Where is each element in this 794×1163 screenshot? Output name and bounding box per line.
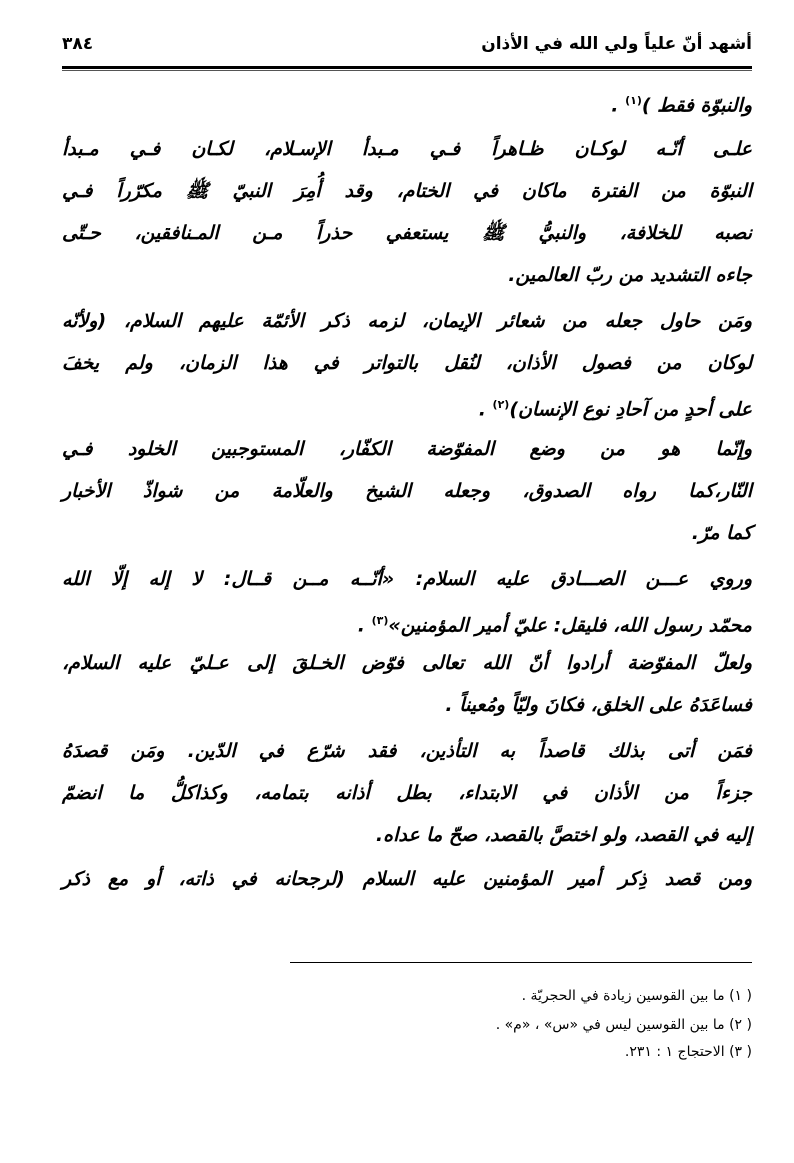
line-text: جزءاً من الأذان في الابتداء، بطل أذانه بتمامه، وكذاكلُّ ما انضمّ (62, 782, 752, 804)
line-text: النبوّة من الفترة ماكان في الختام، وقد أُمِرَ النبيّ ﷺ مكرّراً فـي (62, 180, 752, 202)
line-text: والنبوّة فقط ) (641, 94, 752, 117)
line-text: النّار،كما رواه الصدوق، وجعله الشيخ والعلّامة من شواذّ الأخبار (62, 480, 752, 502)
footnote-2: ( ٢) ما بين القوسين ليس في «س» ، «م» . (495, 1017, 752, 1033)
text-line (62, 218, 752, 248)
text-line (62, 820, 752, 850)
line-text: على أحدٍ من آحادِ نوع الإنسان) (509, 398, 752, 421)
text-line (62, 864, 752, 894)
page-number: ٣٨٤ (62, 34, 94, 54)
line-text: فمَن أتى بذلك قاصداً به التأذين، فقد شرّع في الدّين. ومَن قصدَهُ (62, 740, 752, 762)
text-line (62, 518, 752, 548)
line-text: محمّد رسول الله، فليقل: عليّ أمير المؤمنين» (388, 614, 752, 637)
header-rule-thin (62, 70, 752, 71)
text-line (62, 86, 752, 120)
text-line (62, 736, 752, 766)
line-text: فساعَدَهُ على الخلق، فكانَ وليّاً ومُعيناً . (445, 694, 752, 716)
text-line (62, 690, 752, 720)
line-text: جاءه التشديد من ربّ العالمين. (508, 264, 752, 286)
line-tail: . (611, 94, 626, 117)
text-line (62, 260, 752, 290)
text-line (62, 390, 752, 424)
footnote-3: ( ٣) الاحتجاج ١ : ٢٣١. (624, 1044, 752, 1060)
line-tail: . (478, 398, 493, 421)
header-rule (62, 66, 752, 69)
text-line (62, 564, 752, 594)
text-line (62, 348, 752, 378)
text-line (62, 434, 752, 464)
text-line (62, 606, 752, 640)
line-text: وإنّما هو من وضع المفوّضة الكفّار، المستوجبين الخلود فـي (62, 438, 752, 460)
footnote-separator (290, 962, 752, 963)
line-text: ولعلّ المفوّضة أرادوا أنّ الله تعالى فوّض الخـلقَ إلى عـليّ عليه السلام، (62, 652, 752, 674)
running-title: أشهد أنّ علياً ولي الله في الأذان (481, 34, 752, 54)
line-text: لوكان من فصول الأذان، لنُقل بالتواتر في هذا الزمان، ولم يخفَ (62, 352, 752, 374)
line-text: نصبه للخلافة، والنبيُّ ﷺ يستعفي حذراً مـن المـنافقين، حـتّى (62, 222, 752, 244)
text-line (62, 134, 752, 164)
line-text: ومَن حاول جعله من شعائر الإيمان، لزمه ذكر الأئمّة عليهم السلام، (ولأنّه (62, 310, 752, 332)
line-tail: . (357, 614, 372, 637)
line-text: إليه في القصد، ولو اختصَّ بالقصد، صحّ ما عداه. (375, 824, 752, 846)
footnote-1: ( ١) ما بين القوسين زيادة في الحجريّة . (521, 988, 752, 1004)
line-text: وروي عـــن الصـــادق عليه السلام: «أنّــه مــن قــال: لا إله إلّا الله (62, 568, 752, 590)
footnote-marker: (٣) (371, 614, 389, 627)
text-line (62, 306, 752, 336)
footnote-marker: (٢) (492, 398, 510, 411)
running-header (62, 34, 752, 62)
line-text: ومن قصد ذِكر أمير المؤمنين عليه السلام (لرجحانه في ذاته، أو مع ذكر (62, 868, 752, 890)
line-text: علـى أنّـه لوكـان ظـاهراً فـي مـبدأ الإسـلام، لكـان فـي مـبدأ (62, 138, 752, 160)
text-line (62, 176, 752, 206)
text-line (62, 476, 752, 506)
line-text: كما مرّ. (691, 522, 752, 544)
text-line (62, 778, 752, 808)
text-line (62, 648, 752, 678)
footnote-marker: (١) (625, 94, 642, 107)
